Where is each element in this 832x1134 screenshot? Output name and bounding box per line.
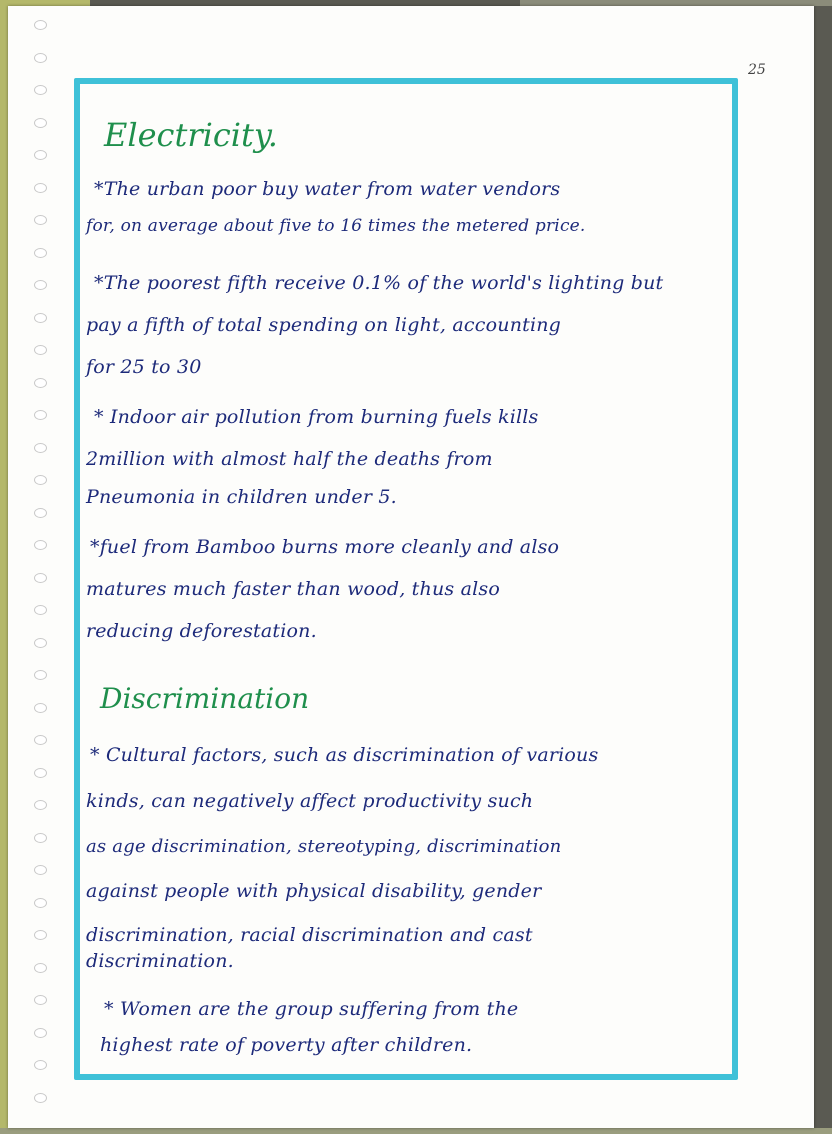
spiral-hole bbox=[34, 898, 47, 908]
section-heading-discrimination: Discrimination bbox=[100, 682, 310, 715]
spiral-hole bbox=[34, 605, 47, 615]
spiral-hole bbox=[34, 833, 47, 843]
notebook-page bbox=[8, 6, 814, 1128]
text-line: for 25 to 30 bbox=[86, 356, 202, 378]
spiral-hole bbox=[34, 1093, 47, 1103]
spiral-hole bbox=[34, 800, 47, 810]
spiral-hole bbox=[34, 183, 47, 193]
spiral-hole bbox=[34, 995, 47, 1005]
spiral-hole bbox=[34, 410, 47, 420]
spiral-hole bbox=[34, 280, 47, 290]
spiral-hole bbox=[34, 150, 47, 160]
spiral-hole bbox=[34, 865, 47, 875]
text-line: * Women are the group suffering from the bbox=[104, 998, 519, 1020]
background-bottom bbox=[0, 1128, 832, 1134]
page-number: 25 bbox=[748, 62, 766, 78]
text-line: 2million with almost half the deaths from bbox=[86, 448, 493, 470]
text-line: reducing deforestation. bbox=[86, 620, 317, 642]
spiral-hole bbox=[34, 1028, 47, 1038]
spiral-hole bbox=[34, 378, 47, 388]
text-line: *The urban poor buy water from water vendors bbox=[94, 178, 561, 200]
text-line: discrimination, racial discrimination and cast bbox=[86, 924, 533, 946]
spiral-hole bbox=[34, 768, 47, 778]
text-line: kinds, can negatively affect productivity such bbox=[86, 790, 534, 812]
spiral-hole bbox=[34, 20, 47, 30]
spiral-hole bbox=[34, 963, 47, 973]
text-line: * Indoor air pollution from burning fuels kills bbox=[94, 406, 539, 428]
spiral-hole bbox=[34, 85, 47, 95]
text-line: Pneumonia in children under 5. bbox=[86, 486, 397, 508]
text-line: discrimination. bbox=[86, 950, 234, 972]
spiral-hole bbox=[34, 703, 47, 713]
spiral-hole bbox=[34, 670, 47, 680]
spiral-hole bbox=[34, 53, 47, 63]
text-line: highest rate of poverty after children. bbox=[100, 1034, 473, 1056]
spiral-hole bbox=[34, 735, 47, 745]
text-line: * Cultural factors, such as discrimination of various bbox=[90, 744, 599, 766]
text-line: *fuel from Bamboo burns more cleanly and also bbox=[90, 536, 560, 558]
spiral-hole bbox=[34, 345, 47, 355]
spiral-hole bbox=[34, 313, 47, 323]
spiral-hole bbox=[34, 248, 47, 258]
spiral-hole bbox=[34, 475, 47, 485]
section-heading-electricity: Electricity. bbox=[104, 116, 278, 154]
spiral-hole bbox=[34, 215, 47, 225]
spiral-hole bbox=[34, 118, 47, 128]
text-line: as age discrimination, stereotyping, discrimination bbox=[86, 836, 562, 857]
spiral-hole bbox=[34, 930, 47, 940]
text-line: for, on average about five to 16 times the metered price. bbox=[86, 216, 586, 236]
spiral-hole bbox=[34, 638, 47, 648]
spiral-hole bbox=[34, 1060, 47, 1070]
text-line: pay a fifth of total spending on light, accounting bbox=[86, 314, 562, 336]
spiral-hole bbox=[34, 443, 47, 453]
spiral-hole bbox=[34, 508, 47, 518]
text-line: against people with physical disability, gender bbox=[86, 880, 542, 902]
text-line: matures much faster than wood, thus also bbox=[86, 578, 500, 600]
spiral-hole bbox=[34, 540, 47, 550]
text-line: *The poorest fifth receive 0.1% of the world's lighting but bbox=[94, 272, 664, 294]
spiral-hole bbox=[34, 573, 47, 583]
